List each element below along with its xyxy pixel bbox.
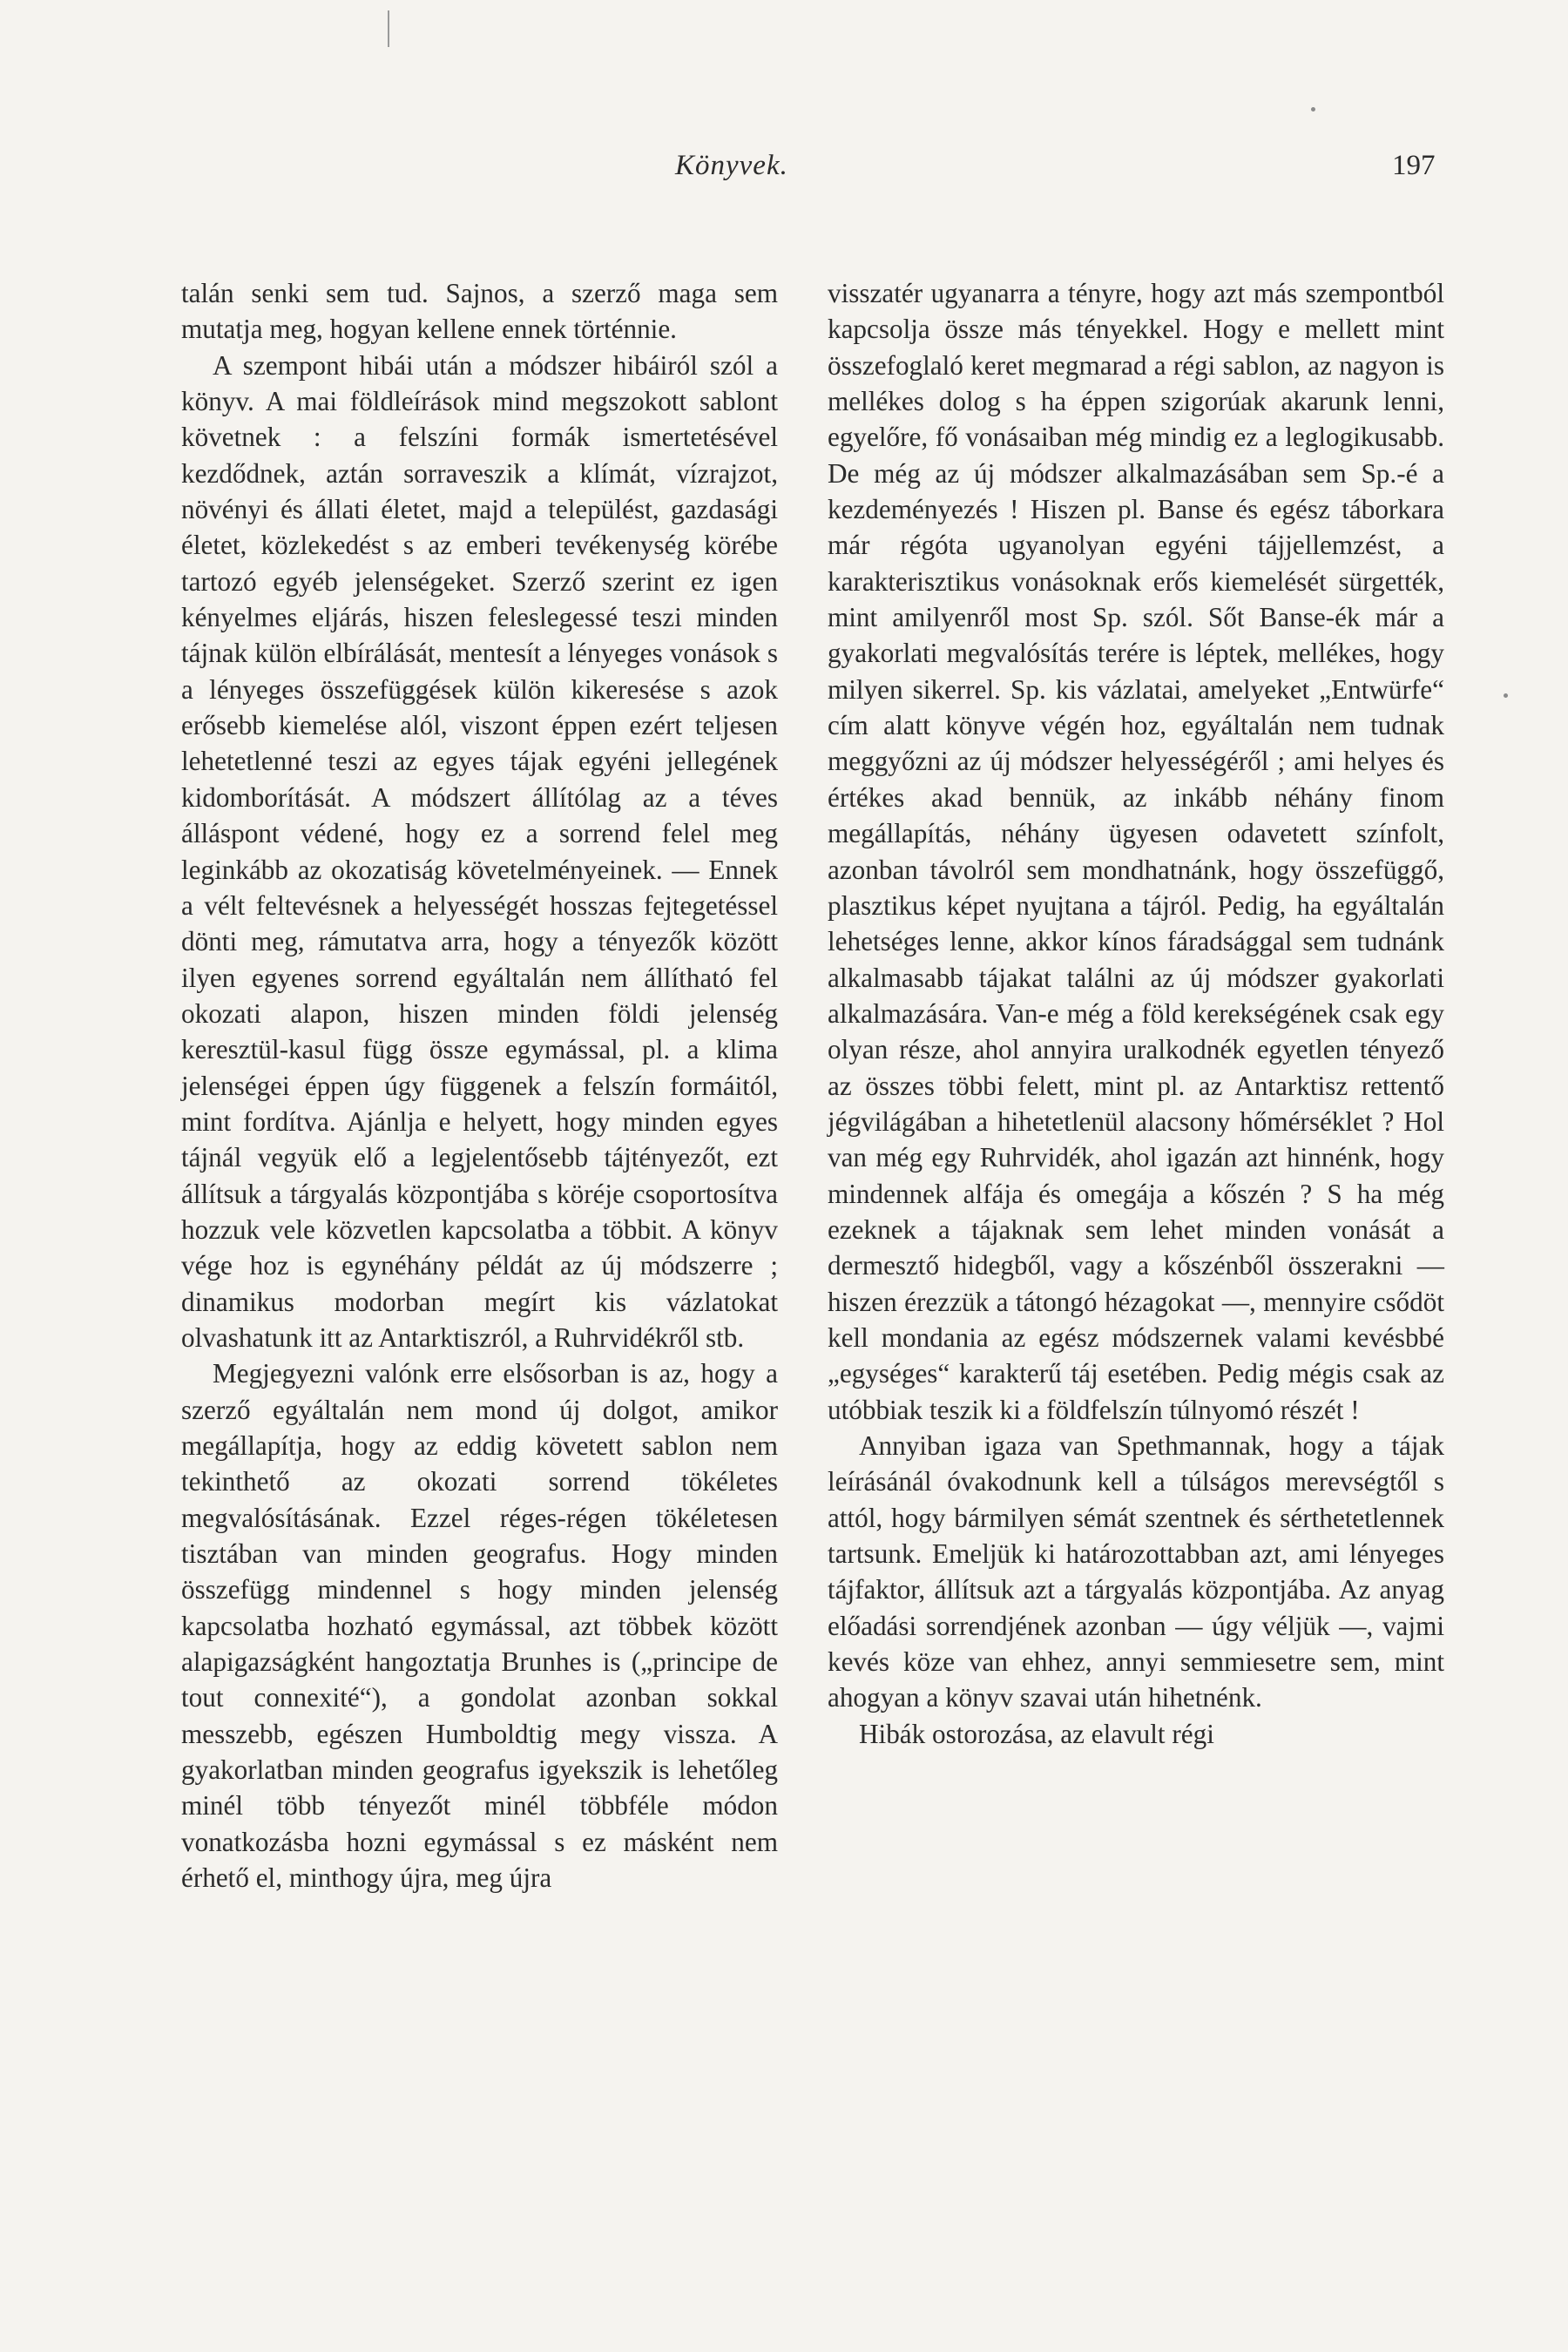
paragraph: talán senki sem tud. Sajnos, a szerző maga sem mutatja meg, hogyan kellene ennek történnie.: [181, 278, 778, 345]
running-title: Könyvek.: [675, 150, 788, 181]
page-number: 197: [1392, 150, 1436, 181]
paragraph: visszatér ugyanarra a tényre, hogy azt más szempontból kapcsolja össze más tényekkel. Hogy e mellett mint összefoglaló keret megmarad a régi sablon, az nagyon is mellékes dolog s ha éppen szigorúak akarunk lenni, egyelőre, fő vonásaiban még mindig ez a leglogikusabb. De még az új módszer alkalmazásában sem Sp.-é a kezdeményezés ! Hiszen pl. Banse és egész táborkara már régóta ugyanolyan egyéni tájjellemzést, a karakterisztikus vonásoknak erős kiemelését sürgették, mint amilyenről most Sp. szól. Sőt Banse-ék már a gyakorlati megvalósítás terére is léptek, mellékes, hogy milyen sikerrel. Sp. kis vázlatai, amelyeket „Entwürfe“ cím alatt könyve végén hoz, egyáltalán nem tudnak meggyőzni az új módszer helyességéről ; ami helyes és értékes akad bennük, az inkább néhány finom megállapítás, néhány ügyesen odavetett színfolt, azonban távolról sem mondhatnánk, hogy összefüggő, plasztikus képet nyujtana a tájról. Pedig, ha egyáltalán lehetséges lenne, akkor kínos fáradsággal sem tudnánk alkalmasabb tájakat találni az új módszer gyakorlati alkalmazására. Van-e még a föld kerekségének csak egy olyan része, ahol annyira uralkodnék egyetlen tényező az összes többi felett, mint pl. az Antarktisz rettentő jégvilágában a hihetetlenül alacsony hőmérséklet ? Hol van még egy Ruhrvidék, ahol igazán azt hinnénk, hogy mindennek alfája és omegája a kőszén ? S ha még ezeknek a tájaknak sem lehet minden vonását a dermesztő hidegből, vagy a kőszénből összerakni — hiszen érezzük a tátongó hézagokat —, mennyire csődöt kell mondania az egész módszernek valami kevésbbé „egységes“ karakterű táj esetében. Pedig mégis csak az utóbbiak teszik ki a földfelszín túlnyomó részét !: [828, 278, 1444, 1425]
paragraph: A szempont hibái után a módszer hibáiról szól a könyv. A mai földleírások mind megszokott sablont követnek : a felszíni formák ismertetésével kezdődnek, aztán sorraveszik a klímát, vízrajzot, növényi és állati életet, majd a települést, gazdasági életet, közlekedést s az emberi tevékenység körébe tartozó egyéb jelenségeket. Szerző szerint ez igen kényelmes eljárás, hiszen feleslegessé teszi minden tájnak külön elbírálását, mentesít a lényeges vonások s a lényeges összefüggések külön kikeresése s azok erősebb kiemelése alól, viszont éppen ezért teljesen lehetetlenné teszi az egyes tájak egyéni jellegének kidomborítását. A módszert állítólag az a téves álláspont védené, hogy ez a sorrend felel meg leginkább az okozatiság követelményeinek. — Ennek a vélt feltevésnek a helyességét hosszas fejtegetéssel dönti meg, rámutatva arra, hogy a tényezők között ilyen egyenes sorrend egyáltalán nem állítható fel okozati alapon, hiszen minden földi jelenség keresztül-kasul függ össze egymással, pl. a klima jelenségei éppen úgy függenek a felszín formáitól, mint fordítva. Ajánlja e helyett, hogy minden egyes tájnál vegyük elő a legjelentősebb tájtényezőt, ezt állítsuk a tárgyalás központjába s köréje csoportosítva hozzuk vele közvetlen kapcsolatba a többit. A könyv vége hoz is egynéhány példát az új módszerre ; dinamikus modorban megírt kis vázlatokat olvashatunk itt az Antarktiszról, a Ruhrvidékről stb.: [181, 349, 778, 1353]
scan-speck: [1504, 693, 1508, 698]
left-column: [181, 275, 778, 1896]
paragraph: Megjegyezni valónk erre elsősorban is az, hogy a szerző egyáltalán nem mond új dolgot, amikor megállapítja, hogy az eddig követett sablon nem tekinthető az okozati sorrend tökéletes megvalósításának. Ezzel réges-régen tökéletesen tisztában van minden geografus. Hogy minden összefügg mindennel s hogy minden jelenség kapcsolatba hozható egymással, azt többek között alapigazságként hangoztatja Brunhes is („principe de tout connexité“), a gondolat azonban sokkal messzebb, egészen Humboldtig megy vissza. A gyakorlatban minden geografus igyekszik is lehetőleg minél több tényezőt minél többféle módon vonatkozásba hozni egymással s ez másként nem érhető el, minthogy újra, meg újra: [181, 1358, 778, 1894]
paragraph: Hibák ostorozása, az elavult régi: [859, 1718, 1214, 1749]
paragraph: Annyiban igaza van Spethmannak, hogy a tájak leírásánál óvakodnunk kell a túlságos merevségtől s attól, hogy bármilyen sémát szentnek és sérthetetlennek tartsunk. Emeljük ki határozottabban azt, ami lényeges tájfaktor, állítsuk azt a tárgyalás központjába. Az anyag előadási sorrendjének azonban — úgy véljük —, vajmi kevés köze van ehhez, annyi semmiesetre sem, mint ahogyan a könyv szavai után hihetnénk.: [828, 1430, 1444, 1713]
right-column: [828, 275, 1444, 1752]
scan-mark: [388, 10, 389, 47]
running-head: [0, 150, 1568, 188]
scan-speck: [1311, 107, 1315, 112]
